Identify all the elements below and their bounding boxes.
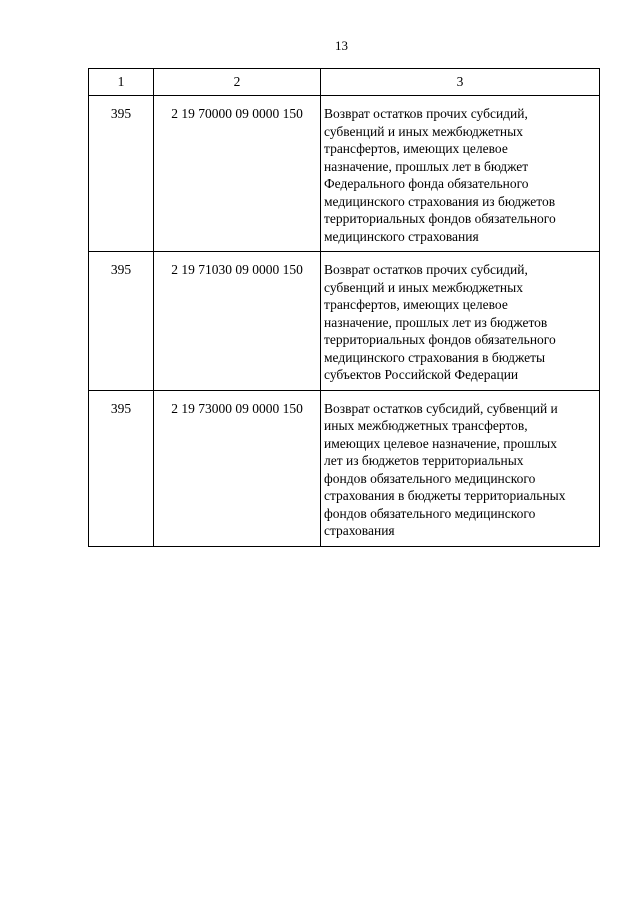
admin-code-cell: 395 xyxy=(89,390,154,546)
budget-code-cell: 2 19 70000 09 0000 150 xyxy=(154,96,321,252)
description-line: иных межбюджетных трансфертов, xyxy=(324,418,528,433)
description-cell xyxy=(321,252,600,391)
description-line: медицинского страхования в бюджеты xyxy=(324,349,546,365)
description-line: Федерального фонда обязательного xyxy=(324,176,529,191)
column-header-3: 3 xyxy=(321,69,600,96)
description-cell xyxy=(321,390,600,546)
description-line: субвенций и иных межбюджетных xyxy=(324,279,523,295)
column-header-1: 1 xyxy=(89,69,154,96)
budget-code-cell: 2 19 73000 09 0000 150 xyxy=(154,390,321,546)
table-row xyxy=(89,390,600,546)
budget-code-cell: 2 19 71030 09 0000 150 xyxy=(154,252,321,391)
description-line: Возврат остатков прочих субсидий, xyxy=(324,106,528,121)
table-header-row xyxy=(89,69,600,96)
description-line: страхования xyxy=(324,523,395,538)
description-cell xyxy=(321,96,600,252)
admin-code-cell: 395 xyxy=(89,252,154,391)
column-header-2: 2 xyxy=(154,69,321,96)
description-line: территориальных фондов обязательного xyxy=(324,211,556,226)
table-row xyxy=(89,96,600,252)
budget-classification-table xyxy=(88,68,600,547)
description-line: трансфертов, имеющих целевое xyxy=(324,297,508,312)
page-number: 13 xyxy=(335,38,348,53)
description-line: территориальных фондов обязательного xyxy=(324,332,556,347)
description-line: медицинского страхования из бюджетов xyxy=(324,193,556,209)
description-line: фондов обязательного медицинского xyxy=(324,470,536,486)
description-line: страхования в бюджеты территориальных xyxy=(324,488,566,503)
admin-code-cell: 395 xyxy=(89,96,154,252)
description-line: субъектов Российской Федерации xyxy=(324,367,519,382)
description-line: назначение, прошлых лет в бюджет xyxy=(324,158,529,174)
description-line: трансфертов, имеющих целевое xyxy=(324,141,508,156)
description-line: имеющих целевое назначение, прошлых xyxy=(324,435,557,451)
description-line: Возврат остатков прочих субсидий, xyxy=(324,262,528,277)
description-line: медицинского страхования xyxy=(324,228,479,244)
description-line: назначение, прошлых лет из бюджетов xyxy=(324,314,548,330)
description-line: лет из бюджетов территориальных xyxy=(324,453,524,468)
description-line: фондов обязательного медицинского xyxy=(324,505,536,521)
description-line: Возврат остатков субсидий, субвенций и xyxy=(324,400,558,416)
description-line: субвенций и иных межбюджетных xyxy=(324,123,523,139)
table-row xyxy=(89,252,600,391)
